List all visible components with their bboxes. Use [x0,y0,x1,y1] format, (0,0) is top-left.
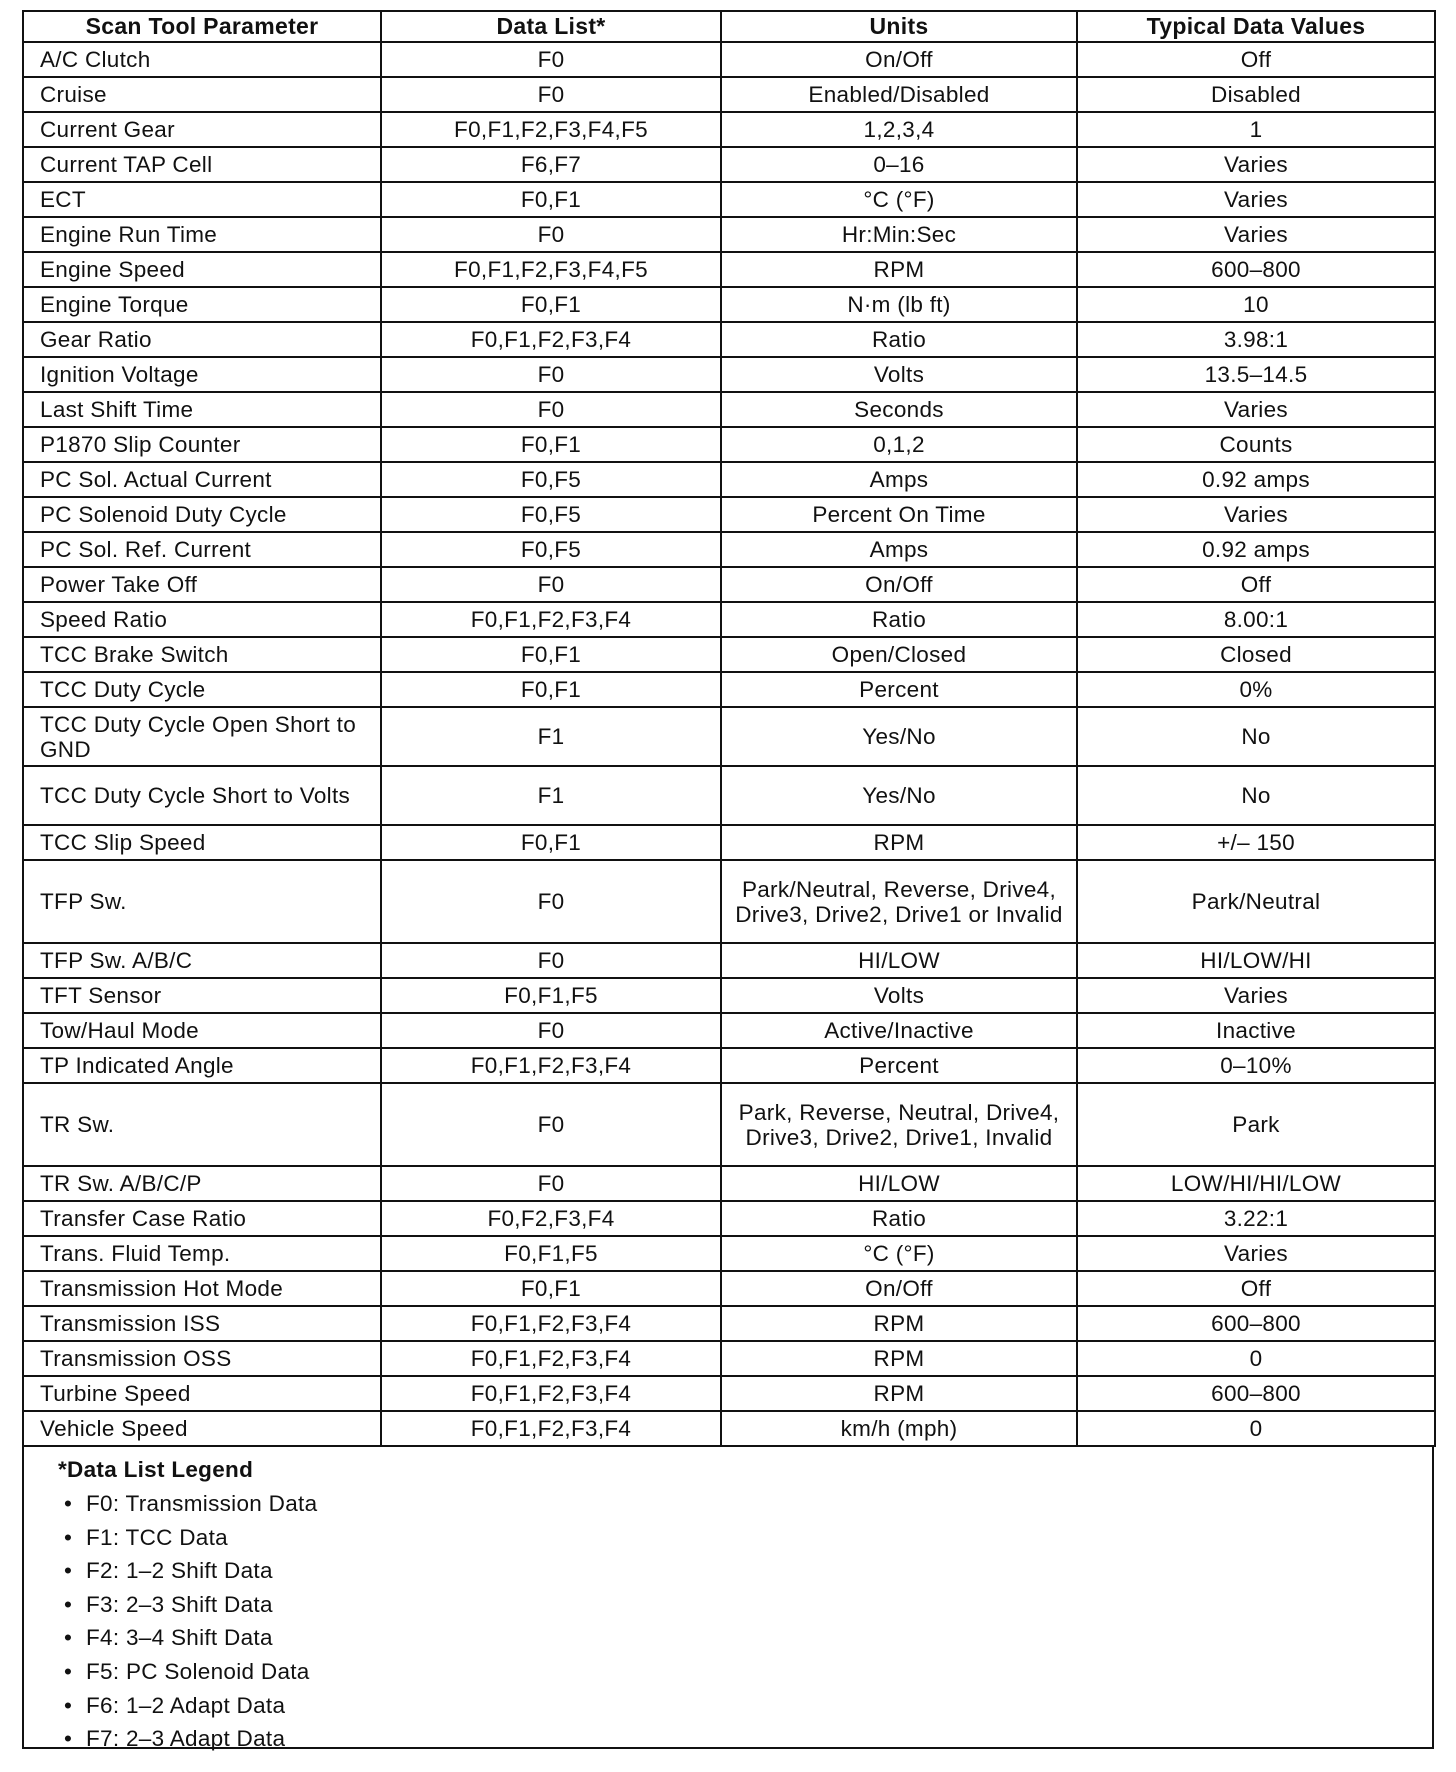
table-row [23,392,1435,427]
data-list-cell: F0,F5 [381,532,721,567]
param-cell: A/C Clutch [23,42,381,77]
data-list-cell: F0,F1 [381,825,721,860]
units-cell: On/Off [721,42,1077,77]
param-cell: Trans. Fluid Temp. [23,1236,381,1271]
param-cell: Transmission ISS [23,1306,381,1341]
data-list-cell: F0,F1,F2,F3,F4 [381,1376,721,1411]
units-cell: Amps [721,462,1077,497]
table-row [23,532,1435,567]
param-cell: Vehicle Speed [23,1411,381,1446]
typical-value-cell: Varies [1077,182,1435,217]
table-row [23,1048,1435,1083]
param-cell: TP Indicated Angle [23,1048,381,1083]
typical-value-cell: Park [1077,1083,1435,1166]
data-list-cell: F0,F1 [381,287,721,322]
typical-value-cell: 600–800 [1077,1376,1435,1411]
typical-value-cell: 13.5–14.5 [1077,357,1435,392]
data-list-cell: F0 [381,943,721,978]
data-list-cell: F0,F1 [381,1271,721,1306]
param-cell: Turbine Speed [23,1376,381,1411]
param-cell: Cruise [23,77,381,112]
table-row [23,1271,1435,1306]
data-list-cell: F0,F1 [381,637,721,672]
typical-value-cell: 0.92 amps [1077,532,1435,567]
param-cell: P1870 Slip Counter [23,427,381,462]
table-row [23,637,1435,672]
units-cell: Seconds [721,392,1077,427]
param-cell: Transfer Case Ratio [23,1201,381,1236]
legend-item-text: F3: 2–3 Shift Data [86,1591,273,1617]
legend-item-text: F4: 3–4 Shift Data [86,1625,273,1651]
typical-value-cell: Off [1077,1271,1435,1306]
table-row [23,1411,1435,1446]
typical-value-cell: HI/LOW/HI [1077,943,1435,978]
param-cell: Current TAP Cell [23,147,381,182]
data-list-cell: F0 [381,1166,721,1201]
table-body [23,42,1435,1446]
param-cell: TCC Brake Switch [23,637,381,672]
data-list-cell: F0 [381,567,721,602]
table-row [23,1201,1435,1236]
data-list-cell: F0,F1,F5 [381,1236,721,1271]
units-cell: RPM [721,1341,1077,1376]
typical-value-cell: 0.92 amps [1077,462,1435,497]
typical-value-cell: 3.98:1 [1077,322,1435,357]
data-list-cell: F0,F1,F5 [381,978,721,1013]
units-cell: Hr:Min:Sec [721,217,1077,252]
table-row [23,42,1435,77]
table-row [23,112,1435,147]
table-row [23,1013,1435,1048]
table-row [23,252,1435,287]
param-cell: PC Sol. Ref. Current [23,532,381,567]
legend-item-text: F0: Transmission Data [86,1491,318,1516]
typical-value-cell: Closed [1077,637,1435,672]
table-row [23,943,1435,978]
units-cell: RPM [721,1376,1077,1411]
legend-item [58,1487,1432,1521]
data-list-cell: F6,F7 [381,147,721,182]
scan-tool-data-table [22,10,1436,1447]
data-list-cell: F0 [381,42,721,77]
data-list-cell: F0 [381,860,721,943]
typical-value-cell: 1 [1077,112,1435,147]
units-cell: Yes/No [721,707,1077,766]
typical-value-cell: 0–10% [1077,1048,1435,1083]
units-cell: Park, Reverse, Neutral, Drive4, Drive3, Drive2, Drive1, Invalid [721,1083,1077,1166]
table-row [23,77,1435,112]
param-cell: TCC Duty Cycle [23,672,381,707]
units-cell: °C (°F) [721,182,1077,217]
table-row [23,322,1435,357]
param-cell: TCC Duty Cycle Open Short to GND [23,707,381,766]
table-row [23,567,1435,602]
typical-value-cell: LOW/HI/HI/LOW [1077,1166,1435,1201]
units-cell: Enabled/Disabled [721,77,1077,112]
param-cell: Tow/Haul Mode [23,1013,381,1048]
bullet-icon: • [64,1692,73,1718]
param-cell: TCC Duty Cycle Short to Volts [23,766,381,825]
legend-item [58,1722,1432,1756]
units-cell: 1,2,3,4 [721,112,1077,147]
typical-value-cell: Counts [1077,427,1435,462]
typical-value-cell: Park/Neutral [1077,860,1435,943]
typical-value-cell: No [1077,707,1435,766]
table-row [23,147,1435,182]
param-cell: Engine Torque [23,287,381,322]
units-cell: Ratio [721,1201,1077,1236]
table-row [23,462,1435,497]
data-list-cell: F0,F1 [381,182,721,217]
typical-value-cell: 600–800 [1077,1306,1435,1341]
data-list-cell: F0,F1,F2,F3,F4,F5 [381,252,721,287]
data-list-cell: F0,F1,F2,F3,F4 [381,1411,721,1446]
units-cell: Active/Inactive [721,1013,1077,1048]
param-cell: Ignition Voltage [23,357,381,392]
table-row [23,497,1435,532]
units-cell: Percent [721,1048,1077,1083]
param-cell: TFP Sw. A/B/C [23,943,381,978]
param-cell: TFT Sensor [23,978,381,1013]
header-data-list: Data List* [381,11,721,42]
units-cell: Volts [721,357,1077,392]
typical-value-cell: 600–800 [1077,252,1435,287]
typical-value-cell: No [1077,766,1435,825]
table-row [23,978,1435,1013]
units-cell: Ratio [721,322,1077,357]
typical-value-cell: Off [1077,567,1435,602]
data-list-legend [22,1447,1434,1752]
data-list-cell: F0,F2,F3,F4 [381,1201,721,1236]
typical-value-cell: +/– 150 [1077,825,1435,860]
table-row [23,1083,1435,1166]
table-row [23,1376,1435,1411]
param-cell: Transmission Hot Mode [23,1271,381,1306]
typical-value-cell: Disabled [1077,77,1435,112]
bullet-icon: • [64,1726,73,1752]
table-row [23,602,1435,637]
table-header-row [23,11,1435,42]
legend-item [58,1655,1432,1689]
bullet-icon: • [64,1558,73,1584]
units-cell: RPM [721,252,1077,287]
table-row [23,217,1435,252]
param-cell: Current Gear [23,112,381,147]
table-row [23,357,1435,392]
data-list-cell: F0,F1,F2,F3,F4 [381,1048,721,1083]
param-cell: TR Sw. [23,1083,381,1166]
table-row [23,707,1435,766]
data-list-cell: F0,F1,F2,F3,F4,F5 [381,112,721,147]
typical-value-cell: 8.00:1 [1077,602,1435,637]
param-cell: TFP Sw. [23,860,381,943]
table-row [23,1236,1435,1271]
typical-value-cell: 0 [1077,1341,1435,1376]
bullet-icon: • [64,1625,73,1651]
data-list-cell: F1 [381,707,721,766]
param-cell: PC Sol. Actual Current [23,462,381,497]
legend-item [58,1588,1432,1622]
data-list-cell: F0,F5 [381,497,721,532]
param-cell: Last Shift Time [23,392,381,427]
bullet-icon: • [64,1491,73,1516]
legend-item-text: F1: TCC Data [86,1524,228,1550]
typical-value-cell: Varies [1077,1236,1435,1271]
data-list-cell: F0 [381,357,721,392]
units-cell: Open/Closed [721,637,1077,672]
param-cell: Engine Speed [23,252,381,287]
param-cell: Engine Run Time [23,217,381,252]
table-row [23,860,1435,943]
units-cell: On/Off [721,567,1077,602]
table-row [23,766,1435,825]
units-cell: RPM [721,1306,1077,1341]
data-list-cell: F0,F1,F2,F3,F4 [381,322,721,357]
units-cell: HI/LOW [721,943,1077,978]
legend-list [58,1487,1432,1756]
header-typical-data-values: Typical Data Values [1077,11,1435,42]
typical-value-cell: Inactive [1077,1013,1435,1048]
units-cell: Park/Neutral, Reverse, Drive4, Drive3, Drive2, Drive1 or Invalid [721,860,1077,943]
param-cell: PC Solenoid Duty Cycle [23,497,381,532]
data-list-cell: F0 [381,1083,721,1166]
table-row [23,672,1435,707]
data-list-cell: F0 [381,217,721,252]
data-list-cell: F0 [381,392,721,427]
units-cell: Percent On Time [721,497,1077,532]
typical-value-cell: 10 [1077,287,1435,322]
typical-value-cell: 3.22:1 [1077,1201,1435,1236]
legend-item [58,1689,1432,1723]
data-list-cell: F0,F1 [381,672,721,707]
param-cell: Gear Ratio [23,322,381,357]
bullet-icon: • [64,1658,73,1684]
param-cell: Speed Ratio [23,602,381,637]
data-list-cell: F0,F1 [381,427,721,462]
legend-item-text: F5: PC Solenoid Data [86,1658,310,1684]
table-row [23,427,1435,462]
typical-value-cell: Varies [1077,497,1435,532]
header-scan-tool-parameter: Scan Tool Parameter [23,11,381,42]
param-cell: Power Take Off [23,567,381,602]
data-list-cell: F0,F5 [381,462,721,497]
units-cell: Ratio [721,602,1077,637]
units-cell: 0–16 [721,147,1077,182]
data-list-cell: F1 [381,766,721,825]
units-cell: Percent [721,672,1077,707]
table-row [23,1306,1435,1341]
table-row [23,182,1435,217]
data-list-cell: F0,F1,F2,F3,F4 [381,1341,721,1376]
table-row [23,1166,1435,1201]
typical-value-cell: Varies [1077,978,1435,1013]
param-cell: Transmission OSS [23,1341,381,1376]
typical-value-cell: 0% [1077,672,1435,707]
legend-item [58,1621,1432,1655]
typical-value-cell: Varies [1077,217,1435,252]
data-list-cell: F0 [381,77,721,112]
bullet-icon: • [64,1524,73,1550]
units-cell: Yes/No [721,766,1077,825]
typical-value-cell: Varies [1077,392,1435,427]
units-cell: RPM [721,825,1077,860]
legend-item-text: F6: 1–2 Adapt Data [86,1692,286,1718]
table-row [23,287,1435,322]
data-list-cell: F0,F1,F2,F3,F4 [381,1306,721,1341]
data-list-cell: F0,F1,F2,F3,F4 [381,602,721,637]
typical-value-cell: Varies [1077,147,1435,182]
units-cell: °C (°F) [721,1236,1077,1271]
header-units: Units [721,11,1077,42]
table-row [23,1341,1435,1376]
scan-tool-data-sheet [22,10,1434,1752]
param-cell: ECT [23,182,381,217]
legend-item-text: F7: 2–3 Adapt Data [86,1726,286,1752]
units-cell: Amps [721,532,1077,567]
legend-item [58,1554,1432,1588]
units-cell: 0,1,2 [721,427,1077,462]
legend-item [58,1521,1432,1555]
typical-value-cell: Off [1077,42,1435,77]
units-cell: km/h (mph) [721,1411,1077,1446]
units-cell: HI/LOW [721,1166,1077,1201]
param-cell: TR Sw. A/B/C/P [23,1166,381,1201]
units-cell: On/Off [721,1271,1077,1306]
param-cell: TCC Slip Speed [23,825,381,860]
legend-title: *Data List Legend [58,1457,254,1482]
table-row [23,825,1435,860]
units-cell: Volts [721,978,1077,1013]
typical-value-cell: 0 [1077,1411,1435,1446]
bullet-icon: • [64,1591,73,1617]
legend-item-text: F2: 1–2 Shift Data [86,1558,273,1584]
data-list-cell: F0 [381,1013,721,1048]
units-cell: N·m (lb ft) [721,287,1077,322]
